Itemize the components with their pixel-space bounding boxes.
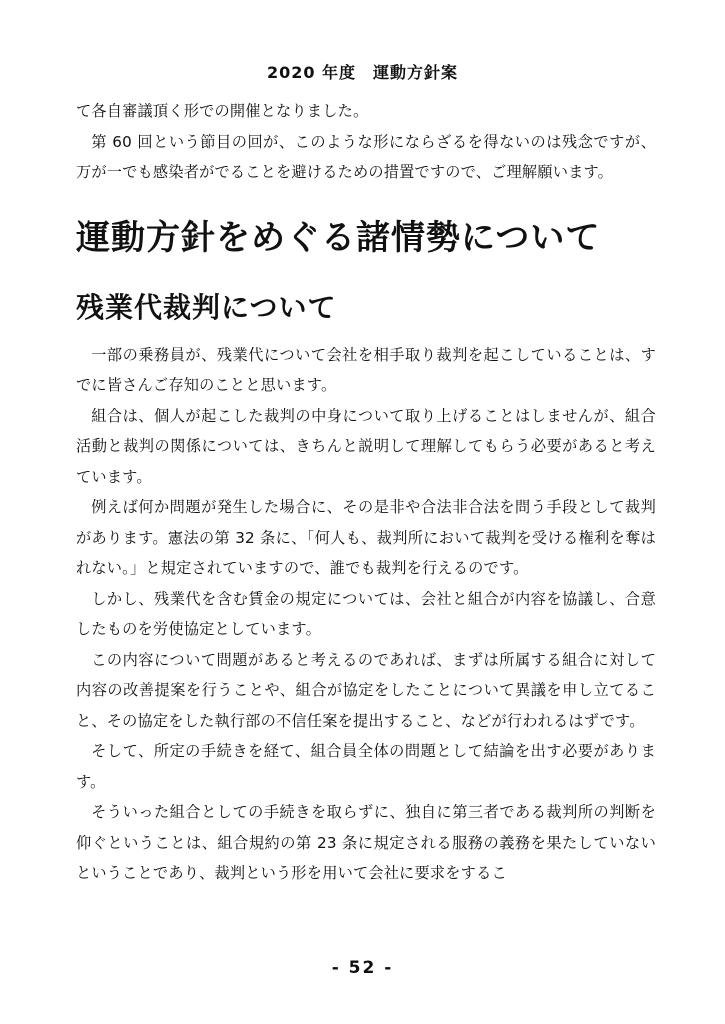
intro-paragraph-2: 第 60 回という節目の回が、このような形にならざるを得ないのは残念ですが、万が一でも感染者がでることを避けるための措置ですので、ご理解願います。	[76, 132, 656, 181]
document-body	[76, 96, 656, 889]
page-number: - 52 -	[331, 958, 394, 978]
body-paragraph-2: 組合は、個人が起こした裁判の中身について取り上げることはしませんが、組合活動と裁判の関係については、きちんと説明して理解してもらう必要があると考えています。	[76, 406, 656, 486]
body-paragraph-1: 一部の乗務員が、残業代について会社を相手取り裁判を起こしていることは、すでに皆さんご存知のことと思います。	[76, 345, 656, 394]
body-paragraph-5: この内容について問題があると考えるのであれば、まずは所属する組合に対して内容の改善提案を行うことや、組合が協定をしたことについて異議を申し立てること、その協定をした執行部の不信任案を提出すること、などが行われるはずです。	[76, 650, 656, 730]
section-heading: 運動方針をめぐる諸情勢について	[76, 217, 601, 258]
body-paragraph-4: しかし、残業代を含む賃金の規定については、会社と組合が内容を協議し、合意したものを労使協定としています。	[76, 589, 656, 638]
body-paragraph-3: 例えば何か問題が発生した場合に、その是非や合法非合法を問う手段として裁判があります。憲法の第 32 条に、「何人も、裁判所において裁判を受ける権利を奪はれない。」と規定されていますので、誰でも裁判を行えるのです。	[76, 498, 656, 577]
body-paragraph-7: そういった組合としての手続きを取らずに、独自に第三者である裁判所の判断を仰ぐということは、組合規約の第 23 条に規定される服務の義務を果たしていないということであり、裁判という形を用いて会社に要求をするこ	[76, 803, 656, 882]
body-paragraph-6: そして、所定の手続きを経て、組合員全体の問題として結論を出す必要があります。	[76, 742, 656, 791]
section-subheading: 残業代裁判について	[76, 290, 337, 324]
page-header-title: 2020 年度 運動方針案	[266, 63, 459, 82]
intro-paragraph-1: て各自審議頂く形での開催となりました。	[76, 102, 369, 120]
